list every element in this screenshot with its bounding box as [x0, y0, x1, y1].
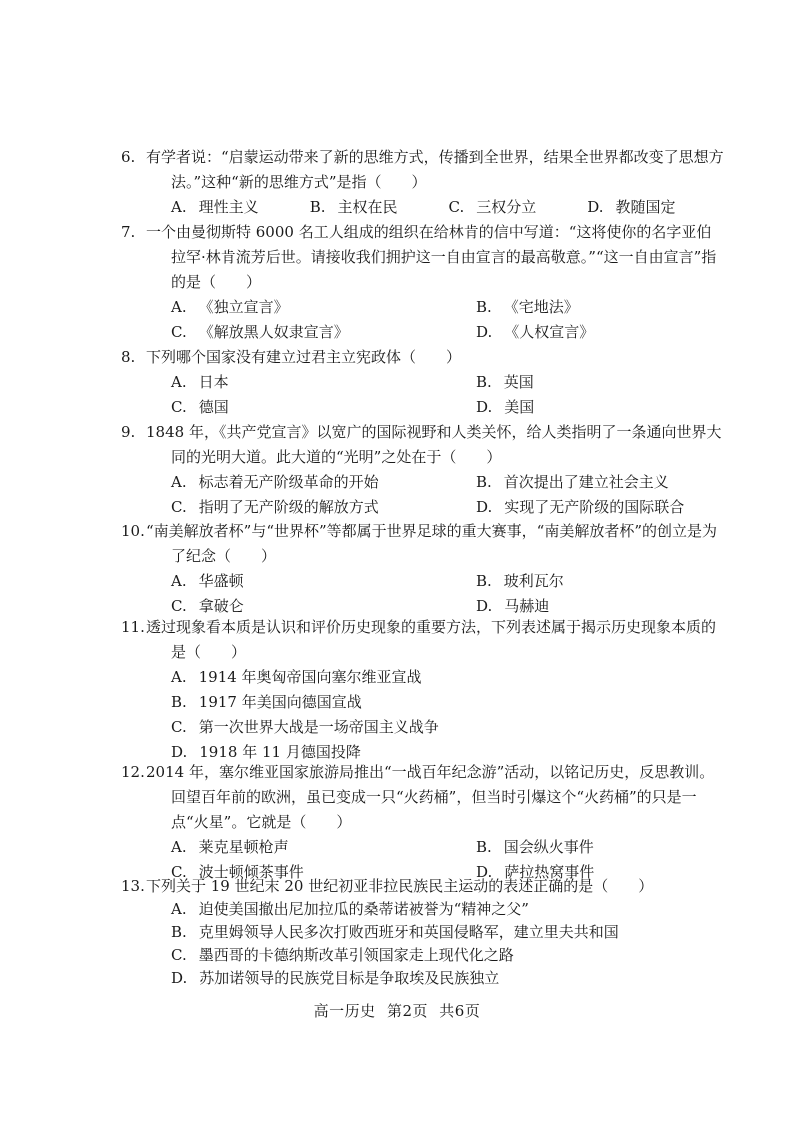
options: [146, 195, 726, 220]
options: [146, 898, 726, 990]
option-c: C. 三权分立: [448, 198, 537, 216]
option-d: D. 马赫迪: [476, 597, 550, 615]
option-b: B. 主权在民: [309, 198, 398, 216]
option-c: C. 《解放黑人奴隶宣言》: [171, 323, 349, 341]
option-d: D. 1918 年 11 月德国投降: [171, 743, 361, 761]
option-c: C. 第一次世界大战是一场帝国主义战争: [171, 718, 439, 736]
option-a: A. 《独立宣言》: [171, 298, 289, 316]
option-a: A. 迫使美国撤出尼加拉瓜的桑蒂诺被誉为“精神之父”: [171, 900, 529, 918]
option-b: B. 首次提出了建立社会主义: [476, 473, 669, 491]
option-c: C. 指明了无产阶级的解放方式: [171, 498, 379, 516]
option-a: A. 标志着无产阶级革命的开始: [171, 473, 379, 491]
option-b: B. 国会纵火事件: [476, 838, 594, 856]
option-d: D. 《人权宣言》: [476, 323, 595, 341]
option-a: A. 1914 年奥匈帝国向塞尔维亚宣战: [171, 668, 422, 686]
option-d: D. 实现了无产阶级的国际联合: [476, 498, 685, 516]
option-a: A. 莱克星顿枪声: [171, 838, 289, 856]
page-footer: [0, 1000, 794, 1021]
option-d: D. 萨拉热窝事件: [476, 863, 595, 881]
option-d: D. 教随国定: [587, 198, 676, 216]
option-b: B. 克里姆领导人民多次打败西班牙和英国侵略军，建立里夫共和国: [171, 923, 619, 941]
question-stem: 1848 年，《共产党宣言》以宽广的国际视野和人类关怀，给人类指明了一条通向世界大同的光明大道。此大道的“光明”之处在于（ ）: [146, 423, 722, 466]
question-12: 12.2014 年，塞尔维亚国家旅游局推出“一战百年纪念游”活动，以铭记历史，反思教训。回望百年前的欧洲，虽已变成一只“火药桶”，但当时引爆这个“火药桶”的只是一点“火星”。它就是（ ） A. 莱克星顿枪声 B. 国会纵火事件 C. 波士顿倾茶事件 D. 萨拉热窝事件: [146, 760, 726, 885]
option-b: B. 《宅地法》: [476, 298, 579, 316]
option-a: A. 华盛顿: [171, 572, 244, 590]
option-b: B. 英国: [476, 373, 534, 391]
question-6: 6. 有学者说：“启蒙运动带来了新的思维方式，传播到全世界，结果全世界都改变了思想方法。”这种“新的思维方式”是指（ ） A. 理性主义 B. 主权在民 C. 三权分立 D. 教随国定: [146, 145, 726, 220]
options: [146, 470, 726, 520]
question-9: 9. 1848 年，《共产党宣言》以宽广的国际视野和人类关怀，给人类指明了一条通向世界大同的光明大道。此大道的“光明”之处在于（ ） A. 标志着无产阶级革命的开始 B. 首次提出了建立社会主义 C. 指明了无产阶级的解放方式 D. 实现了无产阶级的国际联合: [146, 420, 726, 520]
question-stem: 下列关于 19 世纪末 20 世纪初亚非拉民族民主运动的表述正确的是（ ）: [146, 877, 654, 895]
option-c: C. 拿破仑: [171, 597, 244, 615]
footer-subject: 高一历史: [313, 1002, 376, 1020]
question-13: 13.下列关于 19 世纪末 20 世纪初亚非拉民族民主运动的表述正确的是（ ） A. 迫使美国撤出尼加拉瓜的桑蒂诺被誉为“精神之父” B. 克里姆领导人民多次打败西班牙和英国侵略军，建立里夫共和国 C. 墨西哥的卡德纳斯改革引领国家走上现代化之路 D. 苏加诺领导的民族党目标是争取埃及民族独立: [146, 875, 726, 990]
options: [146, 295, 726, 345]
option-c: C. 墨西哥的卡德纳斯改革引领国家走上现代化之路: [171, 946, 514, 964]
question-7: 7. 一个由曼彻斯特 6000 名工人组成的组织在给林肯的信中写道：“这将使你的名字亚伯拉罕·林肯流芳后世。请接收我们拥护这一自由宣言的最高敬意。”“这一自由宣言”指的是（ ） A. 《独立宣言》 B. 《宅地法》 C. 《解放黑人奴隶宣言》 D. 《人权宣言》: [146, 220, 726, 345]
question-stem: 有学者说：“启蒙运动带来了新的思维方式，传播到全世界，结果全世界都改变了思想方法。”这种“新的思维方式”是指（ ）: [146, 148, 724, 191]
options: [146, 370, 726, 420]
question-11: 11.透过现象看本质是认识和评价历史现象的重要方法，下列表述属于揭示历史现象本质的是（ ） A. 1914 年奥匈帝国向塞尔维亚宣战 B. 1917 年美国向德国宣战 C. 第一次世界大战是一场帝国主义战争 D. 1918 年 11 月德国投降: [146, 615, 726, 765]
question-stem: 透过现象看本质是认识和评价历史现象的重要方法，下列表述属于揭示历史现象本质的是（ ）: [146, 618, 717, 661]
options: [146, 569, 726, 619]
footer-page-number: 第2页: [386, 1002, 428, 1020]
option-a: A. 理性主义: [171, 198, 259, 216]
question-stem: 下列哪个国家没有建立过君主立宪政体（ ）: [146, 348, 462, 366]
option-b: B. 玻利瓦尔: [476, 572, 564, 590]
question-stem: 一个由曼彻斯特 6000 名工人组成的组织在给林肯的信中写道：“这将使你的名字亚伯拉罕·林肯流芳后世。请接收我们拥护这一自由宣言的最高敬意。”“这一自由宣言”指的是（ ）: [146, 223, 717, 291]
option-d: D. 苏加诺领导的民族党目标是争取埃及民族独立: [171, 969, 500, 987]
option-c: C. 波士顿倾茶事件: [171, 863, 304, 881]
footer-total-pages: 共6页: [439, 1002, 481, 1020]
option-a: A. 日本: [171, 373, 229, 391]
option-b: B. 1917 年美国向德国宣战: [171, 693, 362, 711]
question-stem: “南美解放者杯”与“世界杯”等都属于世界足球的重大赛事，“南美解放者杯”的创立是为了纪念（ ）: [146, 522, 718, 565]
question-10: 10.“南美解放者杯”与“世界杯”等都属于世界足球的重大赛事，“南美解放者杯”的创立是为了纪念（ ） A. 华盛顿 B. 玻利瓦尔 C. 拿破仑 D. 马赫迪: [146, 519, 726, 619]
question-8: 8. 下列哪个国家没有建立过君主立宪政体（ ） A. 日本 B. 英国 C. 德国 D. 美国: [146, 345, 726, 420]
options: [146, 665, 726, 765]
option-c: C. 德国: [171, 398, 229, 416]
option-d: D. 美国: [476, 398, 535, 416]
question-stem: 2014 年，塞尔维亚国家旅游局推出“一战百年纪念游”活动，以铭记历史，反思教训。回望百年前的欧洲，虽已变成一只“火药桶”，但当时引爆这个“火药桶”的只是一点“火星”。它就是（ ）: [146, 763, 715, 831]
